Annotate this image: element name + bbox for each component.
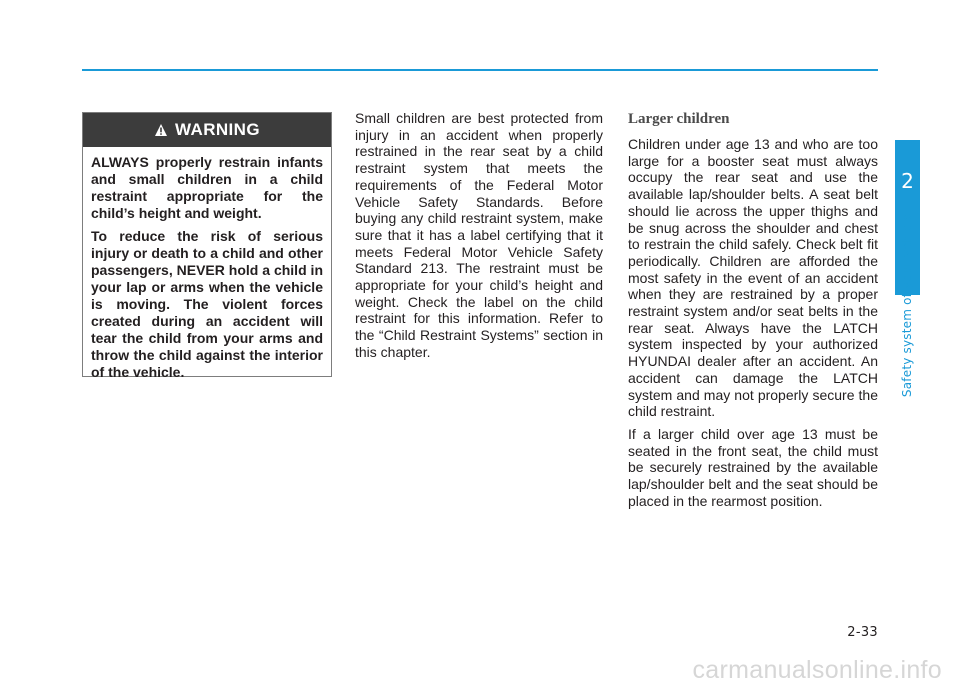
warning-paragraph-2: To reduce the risk of serious injury or death to a child and other passengers, NEVER hold a child in your lap or arms when the vehicle is moving. The violent forces created during an accident will tear the child from your arms and throw the child against the interior of the vehicle. bbox=[91, 228, 323, 380]
warning-body bbox=[83, 147, 331, 381]
chapter-title: Safety system of your vehicle bbox=[900, 212, 914, 398]
small-children-column bbox=[355, 110, 603, 361]
warning-paragraph-1: ALWAYS properly restrain infants and small children in a child restraint appropriate for the child’s height and weight. bbox=[91, 154, 323, 221]
chapter-number: 2 bbox=[901, 169, 914, 193]
warning-box bbox=[82, 112, 332, 380]
larger-children-section bbox=[628, 110, 878, 509]
warning-title: WARNING bbox=[175, 120, 260, 139]
page-number: 2-33 bbox=[847, 625, 878, 640]
watermark: carmanualsonline.info bbox=[692, 656, 942, 684]
small-children-paragraph: Small children are best protected from injury in an accident when properly restrained in the rear seat by a child restraint system that meets the requirements of the Federal Motor Vehicle Safety Standards. Before buying any child restraint system, make sure that it has a label certifying that it meets Federal Motor Vehicle Safety Standard 213. The restraint must be appropriate for your child’s height and weight. Check the label on the child restraint for this information. Refer to the “Child Restraint Systems” section in this chapter. bbox=[355, 110, 603, 360]
warning-triangle-icon bbox=[154, 123, 168, 137]
top-divider bbox=[82, 69, 878, 71]
larger-children-paragraph-1: Children under age 13 and who are too large for a booster seat must always occupy the rear seat and use the available lap/shoulder belts. A seat belt should lie across the upper thighs and be snug across the shoulder and chest to restrain the child safely. Check belt fit periodically. Children are afforded the most safety in the event of an accident when they are restrained by a proper restraint system and/or seat belts in the rear seat. Always have the LATCH system inspected by your authorized HYUNDAI dealer after an accident. An accident can damage the LATCH system and may not properly secure the child restraint. bbox=[628, 136, 878, 420]
larger-children-heading: Larger children bbox=[628, 111, 730, 127]
larger-children-paragraph-2: If a larger child over age 13 must be seated in the front seat, the child must be securely restrained by the available lap/shoulder belt and the seat should be placed in the rearmost position. bbox=[628, 425, 878, 509]
warning-header bbox=[83, 113, 331, 147]
